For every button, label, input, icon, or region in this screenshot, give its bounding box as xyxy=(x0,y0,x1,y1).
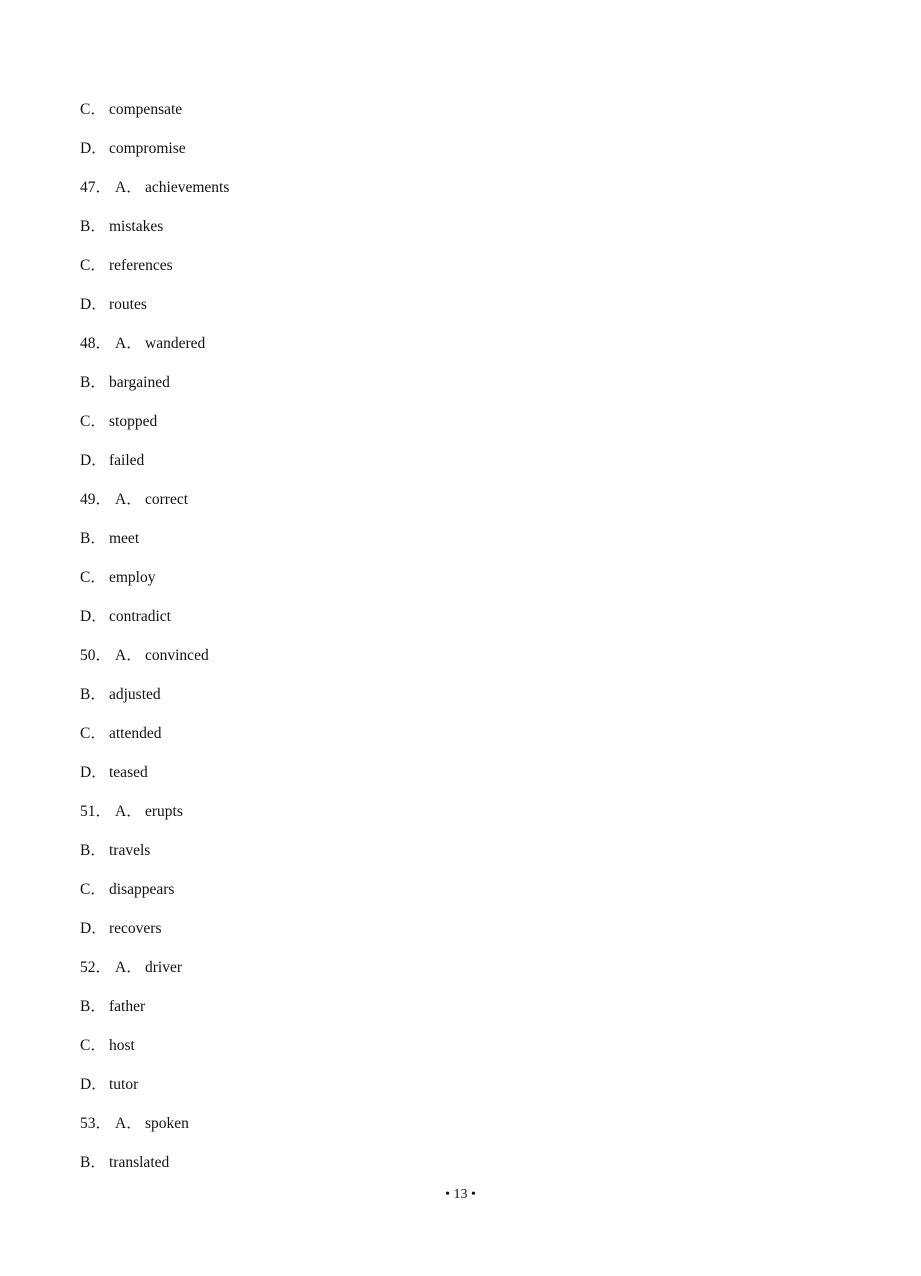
option-text: disappears xyxy=(109,881,175,898)
option-text: references xyxy=(109,257,173,274)
answer-option xyxy=(80,99,229,138)
option-letter: A． xyxy=(115,803,142,820)
answer-option xyxy=(80,723,229,762)
answer-option xyxy=(80,372,229,411)
answer-option xyxy=(80,1074,229,1113)
option-letter: A． xyxy=(115,959,142,976)
answer-option xyxy=(80,684,229,723)
option-text: meet xyxy=(109,530,140,547)
option-letter: C． xyxy=(80,881,106,898)
option-text: driver xyxy=(145,959,183,976)
option-text: compromise xyxy=(109,140,186,157)
question-first-option xyxy=(80,1113,229,1152)
option-letter: D． xyxy=(80,452,107,469)
option-letter: B． xyxy=(80,530,106,547)
option-text: erupts xyxy=(145,803,183,820)
option-text: employ xyxy=(109,569,156,586)
answer-option xyxy=(80,567,229,606)
option-letter: D． xyxy=(80,140,107,157)
option-letter: C． xyxy=(80,101,106,118)
question-first-option xyxy=(80,645,229,684)
option-letter: B． xyxy=(80,686,106,703)
option-letter: A． xyxy=(115,491,142,508)
question-first-option xyxy=(80,333,229,372)
option-letter: D． xyxy=(80,608,107,625)
question-number: 48． xyxy=(80,335,112,352)
question-number: 49． xyxy=(80,491,112,508)
option-letter: B． xyxy=(80,1154,106,1171)
option-text: tutor xyxy=(109,1076,139,1093)
answer-option xyxy=(80,879,229,918)
option-text: travels xyxy=(109,842,151,859)
answer-option xyxy=(80,294,229,333)
question-first-option xyxy=(80,801,229,840)
option-text: teased xyxy=(109,764,148,781)
option-text: wandered xyxy=(145,335,206,352)
page-number: • 13 • xyxy=(445,1187,476,1202)
answer-option xyxy=(80,138,229,177)
option-text: father xyxy=(109,998,146,1015)
answer-option xyxy=(80,1035,229,1074)
question-first-option xyxy=(80,489,229,528)
question-number: 50． xyxy=(80,647,112,664)
answer-option xyxy=(80,216,229,255)
option-text: host xyxy=(109,1037,135,1054)
option-letter: C． xyxy=(80,1037,106,1054)
option-letter: C． xyxy=(80,257,106,274)
option-letter: C． xyxy=(80,413,106,430)
option-letter: B． xyxy=(80,374,106,391)
option-letter: D． xyxy=(80,764,107,781)
option-text: spoken xyxy=(145,1115,189,1132)
option-text: bargained xyxy=(109,374,170,391)
option-letter: A． xyxy=(115,179,142,196)
question-first-option xyxy=(80,177,229,216)
option-letter: D． xyxy=(80,1076,107,1093)
option-text: compensate xyxy=(109,101,183,118)
option-letter: C． xyxy=(80,725,106,742)
option-letter: D． xyxy=(80,296,107,313)
question-number: 53． xyxy=(80,1115,112,1132)
answer-option xyxy=(80,255,229,294)
option-letter: D． xyxy=(80,920,107,937)
question-number: 51． xyxy=(80,803,112,820)
option-text: failed xyxy=(109,452,145,469)
option-text: adjusted xyxy=(109,686,161,703)
option-text: stopped xyxy=(109,413,158,430)
answer-option xyxy=(80,528,229,567)
option-text: contradict xyxy=(109,608,171,625)
question-number: 52． xyxy=(80,959,112,976)
option-letter: B． xyxy=(80,998,106,1015)
option-text: attended xyxy=(109,725,162,742)
option-text: routes xyxy=(109,296,147,313)
option-text: achievements xyxy=(145,179,230,196)
answer-option xyxy=(80,606,229,645)
option-text: recovers xyxy=(109,920,162,937)
answer-option xyxy=(80,411,229,450)
option-text: translated xyxy=(109,1154,170,1171)
option-text: convinced xyxy=(145,647,209,664)
option-letter: C． xyxy=(80,569,106,586)
option-letter: A． xyxy=(115,335,142,352)
option-text: correct xyxy=(145,491,189,508)
option-text: mistakes xyxy=(109,218,164,235)
option-letter: A． xyxy=(115,1115,142,1132)
option-letter: B． xyxy=(80,218,106,235)
option-letter: B． xyxy=(80,842,106,859)
answer-option xyxy=(80,762,229,801)
question-first-option xyxy=(80,957,229,996)
option-letter: A． xyxy=(115,647,142,664)
answer-option xyxy=(80,996,229,1035)
answer-option xyxy=(80,918,229,957)
answer-options-list xyxy=(80,99,229,1191)
answer-option xyxy=(80,450,229,489)
question-number: 47． xyxy=(80,179,112,196)
answer-option xyxy=(80,840,229,879)
